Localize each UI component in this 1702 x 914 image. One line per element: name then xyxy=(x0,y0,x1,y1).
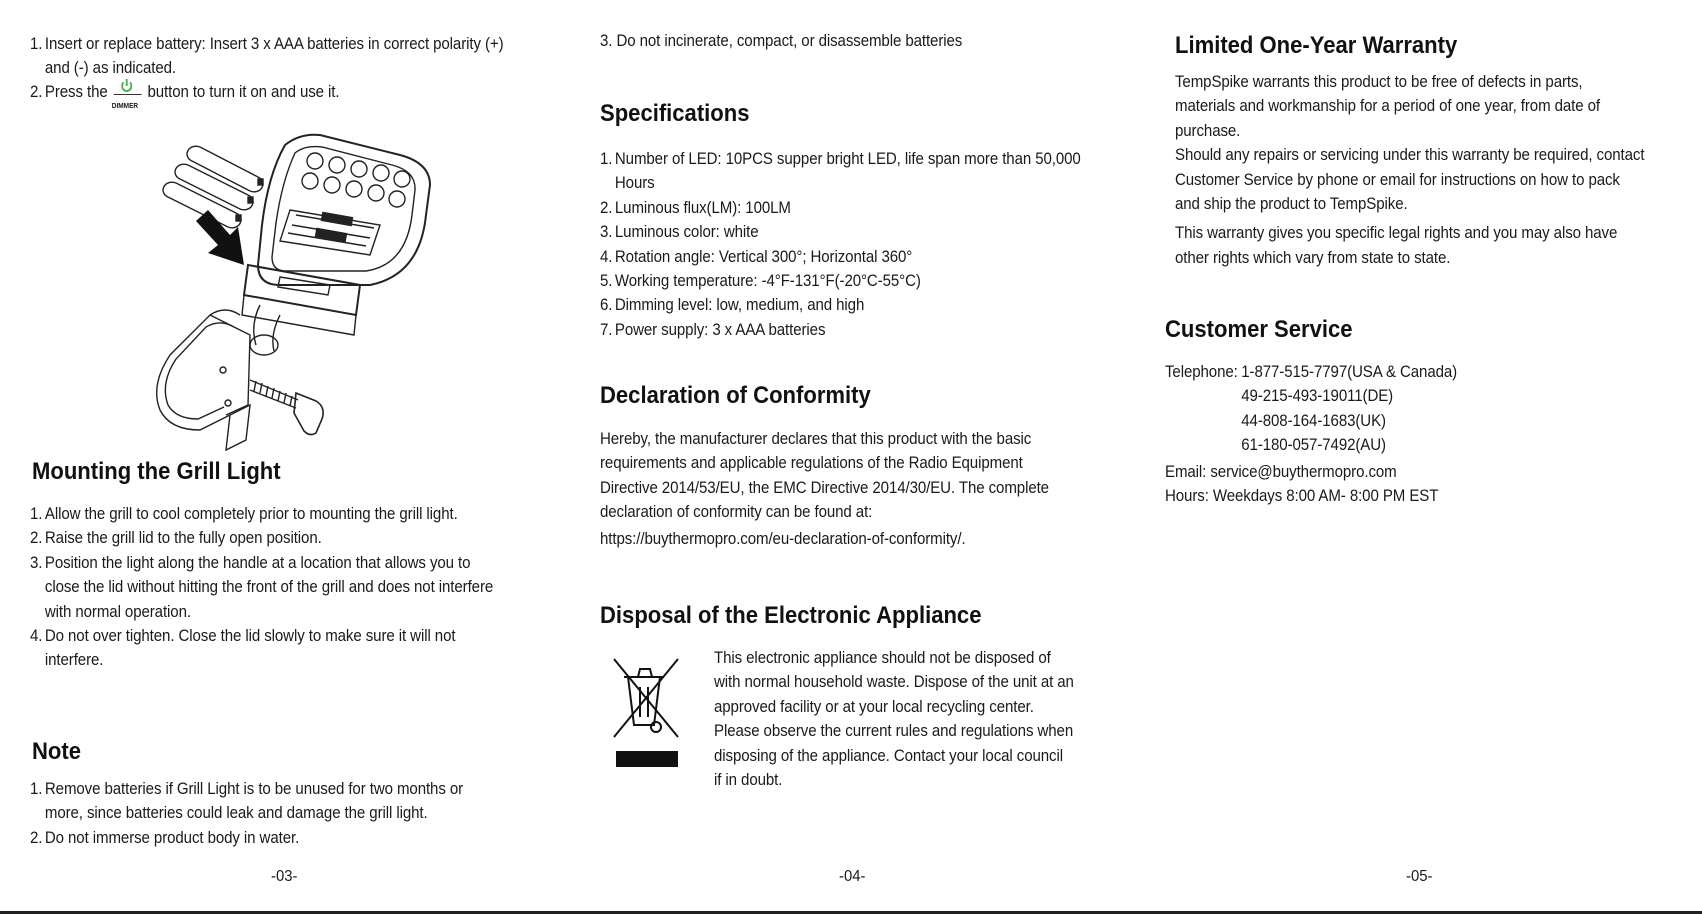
hours-line: Hours: Weekdays 8:00 AM- 8:00 PM EST xyxy=(1165,487,1439,506)
phone-usa[interactable]: 1-877-515-7797(USA & Canada) xyxy=(1241,363,1458,381)
disposal-title: Disposal of the Electronic Appliance xyxy=(600,602,982,629)
conformity-link[interactable]: https://buythermopro.com/eu-declaration-of-conformity/. xyxy=(600,529,966,548)
led-array xyxy=(302,153,410,207)
email-line[interactable]: Email: service@buythermopro.com xyxy=(1165,462,1397,481)
page-number: -05- xyxy=(1405,868,1433,885)
grill-light-installation-illustration xyxy=(130,115,490,475)
battery-warning-3: 3. Do not incinerate, compact, or disassemble batteries xyxy=(600,32,963,50)
phone-uk[interactable]: 44-808-164-1683(UK) xyxy=(1241,411,1386,430)
note-steps: 1. Remove batteries if Grill Light is to be unused for two months or more, since batteries could leak and damage the grill light. 2. Do not immerse product body in water. xyxy=(30,780,464,847)
conformity-title: Declaration of Conformity xyxy=(600,382,871,409)
phone-au[interactable]: 61-180-057-7492(AU) xyxy=(1241,436,1386,455)
page-04 xyxy=(600,0,1120,914)
page-05 xyxy=(1165,0,1685,914)
note-title: Note xyxy=(32,738,82,765)
customer-service-contacts: Telephone: 1-877-515-7797(USA & Canada) 49-215-493-19011(DE) 44-808-164-1683(UK) 61-180-057-7492(AU) Email: service@buythermopro.com Hours: Weekdays 8:00 AM- 8:00 PM EST xyxy=(1165,360,1457,508)
battery-step-1: 1. Insert or replace battery: Insert 3 x AAA batteries in correct polarity (+) and (-) as indicated. xyxy=(30,35,504,78)
page-number: -04- xyxy=(838,868,866,885)
aaa-batteries-icon xyxy=(163,146,263,228)
weee-crossed-bin-icon xyxy=(606,655,682,767)
page-03 xyxy=(30,0,570,914)
dimmer-power-icon: DIMMER xyxy=(112,80,144,104)
mounting-title: Mounting the Grill Light xyxy=(32,458,281,485)
customer-service-title: Customer Service xyxy=(1165,316,1353,343)
mounting-steps: 1. Allow the grill to cool completely prior to mounting the grill light. 2. Raise the grill lid to the fully open position. 3. Position the light along the handle at a location that allows you to close the lid without hitting the front of the grill and does not interfere with normal operation. 4. Do not over tighten. Close the lid slowly to make sure it will not interfere. xyxy=(30,505,494,670)
phone-de[interactable]: 49-215-493-19011(DE) xyxy=(1241,387,1394,406)
specifications-list: 1. Number of LED: 10PCS supper bright LED, life span more than 50,000 Hours 2. Luminous flux(LM): 100LM 3. Luminous color: white 4. Rotation angle: Vertical 300°; Horizontal 360° 5. Working temperature: -4°F-131°F(-20°C-55°C) 6. Dimming level: low, medium, and high 7. Power supply: 3 x AAA batteries xyxy=(600,150,1081,339)
clamp-screw-icon xyxy=(250,380,323,435)
conformity-text: Hereby, the manufacturer declares that this product with the basic requirements and applicable regulations of the Radio Equipment Directive 2014/53/EU, the EMC Directive 2014/30/EU. The complete declaration of conformity can be found at: https://buythermopro.com/eu-declaration-of-conformity/. xyxy=(600,427,1049,551)
disposal-text: This electronic appliance should not be disposed of with normal household waste. Dispose of the unit at an approved facility or at your local recycling center. Please observe the current rules and regulations when disposing of the appliance. Contact your local council if in doubt. xyxy=(714,649,1074,790)
page-number: -03- xyxy=(270,868,298,885)
weee-bar xyxy=(616,751,678,767)
warranty-title: Limited One-Year Warranty xyxy=(1175,32,1458,59)
specifications-title: Specifications xyxy=(600,100,750,127)
warranty-text: TempSpike warrants this product to be free of defects in parts, materials and workmanship for a period of one year, from date of purchase. Should any repairs or servicing under this warranty be required, contact Customer Service by phone or email for instructions on how to pack and ship the product to TempSpike. This warranty gives you specific legal rights and you may also have other rights which vary from state to state. xyxy=(1175,73,1645,267)
battery-step-2: 2. Press the DIMMER button to turn it on and use it. xyxy=(30,80,339,104)
